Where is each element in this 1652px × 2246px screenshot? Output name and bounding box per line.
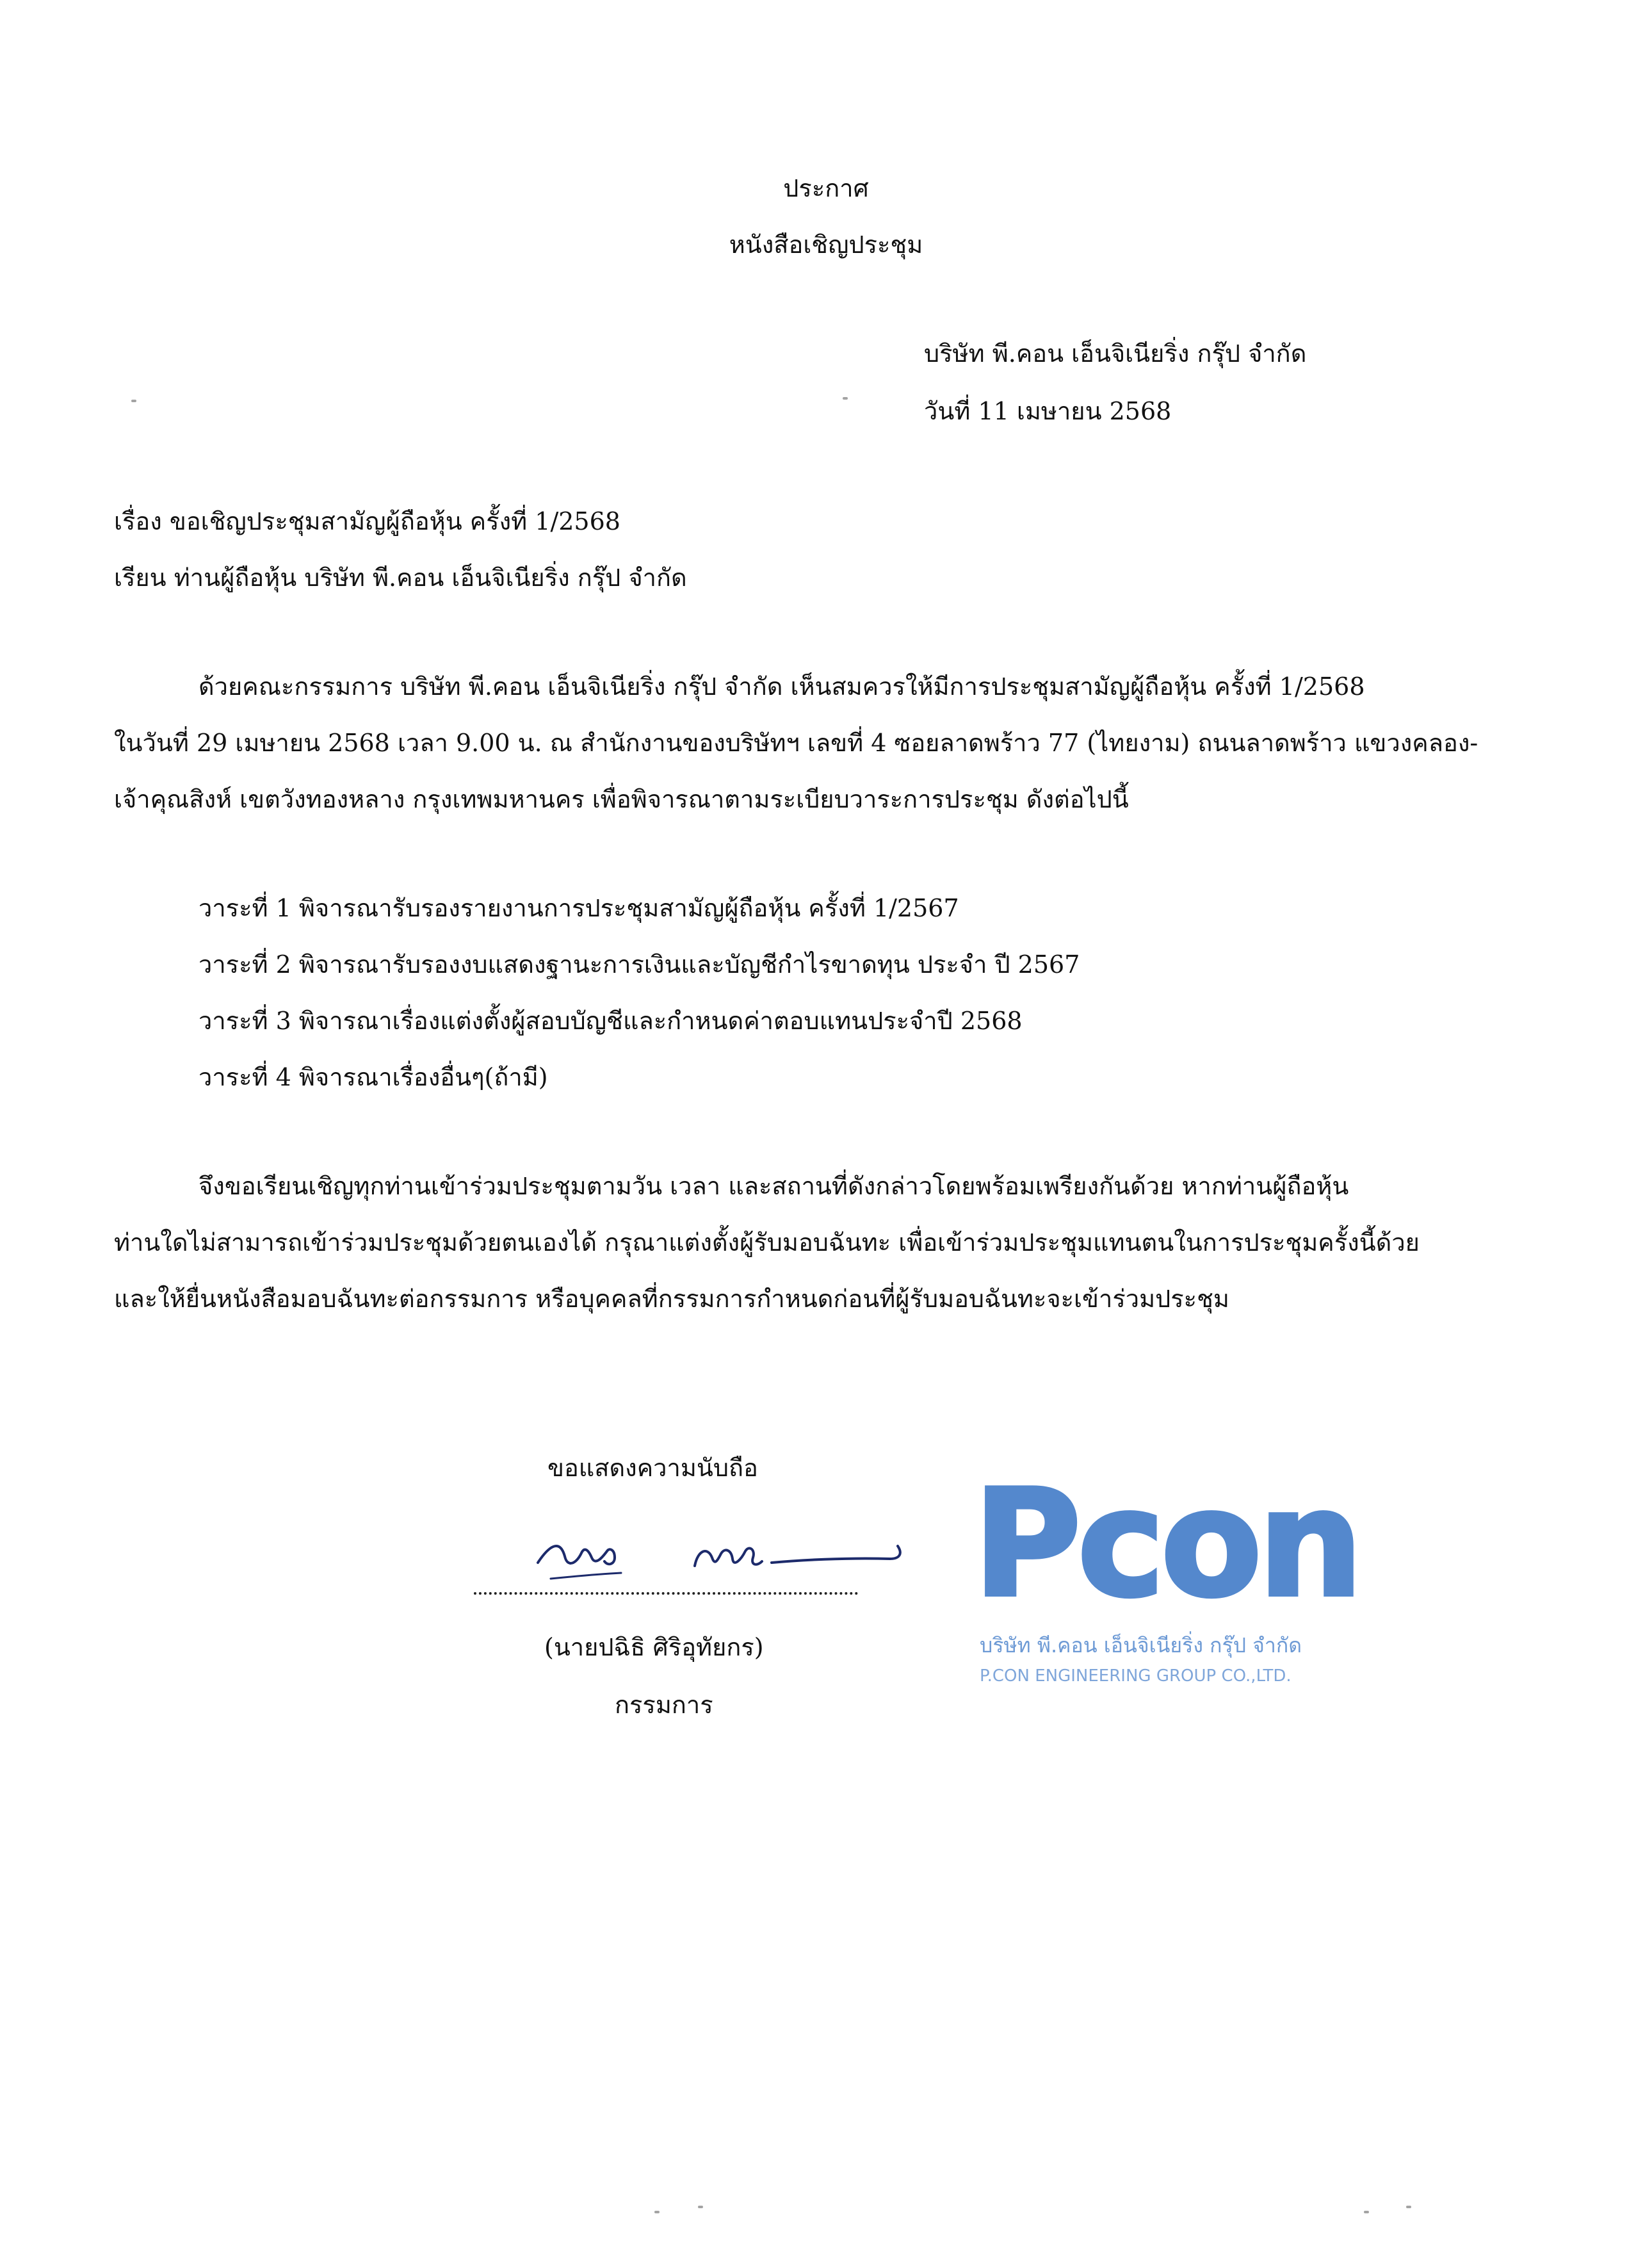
body-para1-line: ด้วยคณะกรรมการ บริษัท พี.คอน เอ็นจิเนียริ่ง กรุ๊ป จำกัด เห็นสมควรให้มีการประชุมสามัญผู้ถือหุ้น ครั้งที่ 1/2568 [198,672,1365,701]
scan-speck [654,2211,660,2213]
body-para2-line: จึงขอเรียนเชิญทุกท่านเข้าร่วมประชุมตามวัน เวลา และสถานที่ดังกล่าวโดยพร้อมเพรียงกันด้วย หากท่านผู้ถือหุ้น [198,1172,1349,1200]
signer-title: กรรมการ [615,1691,713,1719]
scan-speck [843,397,848,400]
document-subtitle: หนังสือเชิญประชุม [729,231,923,259]
scan-speck [1364,2211,1369,2213]
scan-speck [698,2206,703,2208]
closing-salutation: ขอแสดงความนับถือ [547,1454,758,1482]
body-para1-line: เจ้าคุณสิงห์ เขตวังทองหลาง กรุงเทพมหานคร เพื่อพิจารณาตามระเบียบวาระการประชุม ดังต่อไปนี้ [114,785,1129,813]
agenda-item: วาระที่ 3 พิจารณาเรื่องแต่งตั้งผู้สอบบัญชีและกำหนดค่าตอบแทนประจำปี 2568 [198,1007,1023,1035]
svg-text:บริษัท พี.คอน เอ็นจิเนียริ่ง ก: บริษัท พี.คอน เอ็นจิเนียริ่ง กรุ๊ป จำกัด [980,1633,1302,1657]
document-title: ประกาศ [783,174,869,202]
body-para2-line: และให้ยื่นหนังสือมอบฉันทะต่อกรรมการ หรือบุคคลที่กรรมการกำหนดก่อนที่ผู้รับมอบฉันทะจะเข้าร่วมประชุม [114,1285,1229,1313]
signature-image [525,1518,909,1588]
svg-text:P.CON ENGINEERING GROUP CO.,LT: P.CON ENGINEERING GROUP CO.,LTD. [980,1666,1292,1686]
agenda-item: วาระที่ 4 พิจารณาเรื่องอื่นๆ(ถ้ามี) [198,1063,548,1091]
subject-line: เรื่อง ขอเชิญประชุมสามัญผู้ถือหุ้น ครั้งที่ 1/2568 [114,507,620,535]
body-para1-line: ในวันที่ 29 เมษายน 2568 เวลา 9.00 น. ณ สำนักงานของบริษัทฯ เลขที่ 4 ซอยลาดพร้าว 77 (ไทยงาม) ถนนลาดพร้าว แขวงคลอง- [114,729,1478,757]
letter-date: วันที่ 11 เมษายน 2568 [924,397,1172,425]
company-name: บริษัท พี.คอน เอ็นจิเนียริ่ง กรุ๊ป จำกัด [924,339,1307,368]
company-stamp-logo [960,1459,1359,1704]
signer-name: (นายปฉิธิ ศิริอุทัยกร) [544,1633,764,1661]
body-para2-line: ท่านใดไม่สามารถเข้าร่วมประชุมด้วยตนเองได้ กรุณาแต่งตั้งผู้รับมอบฉันทะ เพื่อเข้าร่วมประชุมแทนตนในการประชุมครั้งนี้ด้วย [114,1228,1420,1257]
recipient-line: เรียน ท่านผู้ถือหุ้น บริษัท พี.คอน เอ็นจิเนียริ่ง กรุ๊ป จำกัด [114,564,687,592]
signature-line [474,1592,858,1595]
agenda-item: วาระที่ 1 พิจารณารับรองรายงานการประชุมสามัญผู้ถือหุ้น ครั้งที่ 1/2567 [198,894,959,922]
scan-speck [131,400,136,402]
scan-speck [1406,2206,1411,2208]
agenda-item: วาระที่ 2 พิจารณารับรองงบแสดงฐานะการเงินและบัญชีกำไรขาดทุน ประจำ ปี 2567 [198,950,1080,979]
svg-text:Pcon: Pcon [973,1459,1359,1630]
